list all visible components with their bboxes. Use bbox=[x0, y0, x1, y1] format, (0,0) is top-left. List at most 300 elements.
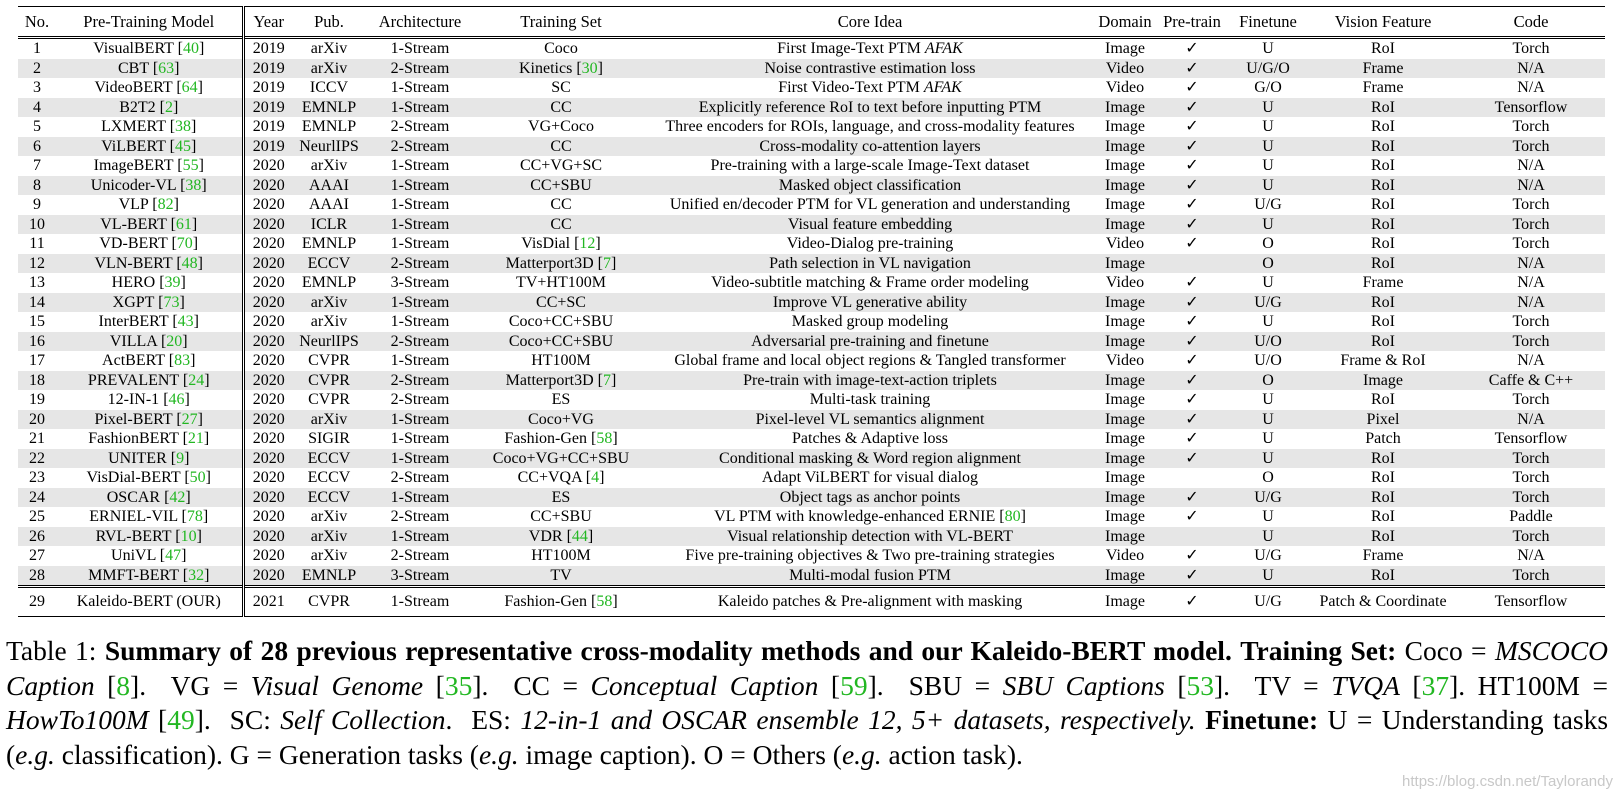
cell-year bbox=[243, 390, 293, 410]
cell-model: Pixel-BERT [27] bbox=[56, 410, 243, 430]
citation-link[interactable]: 7 bbox=[602, 371, 611, 389]
header-domain: Domain bbox=[1098, 11, 1152, 31]
cell-core-idea bbox=[647, 488, 1093, 508]
cell-code bbox=[1457, 507, 1605, 527]
architecture-text: 1-Stream bbox=[390, 488, 450, 506]
cell-code bbox=[1457, 137, 1605, 157]
cell-pretrain bbox=[1157, 38, 1227, 59]
vision-feature-text: RoI bbox=[1371, 293, 1395, 311]
row-number: 17 bbox=[29, 352, 45, 369]
table-row bbox=[18, 59, 1605, 79]
table-header-row bbox=[18, 7, 1605, 38]
cell-core-idea bbox=[647, 137, 1093, 157]
cell-no bbox=[18, 332, 56, 352]
cell-vision-feature bbox=[1309, 273, 1457, 293]
table-row-ours bbox=[18, 587, 1605, 617]
citation-link[interactable]: 58 bbox=[596, 430, 613, 447]
citation-link[interactable]: 63 bbox=[158, 59, 175, 77]
cell-architecture bbox=[365, 38, 475, 59]
cell-pub bbox=[293, 234, 365, 254]
caption-text: action task). bbox=[888, 738, 1023, 770]
header-architecture: Architecture bbox=[378, 11, 462, 31]
citation-link[interactable]: 48 bbox=[181, 254, 198, 272]
publication-text: AAAI bbox=[309, 196, 349, 213]
cell-code bbox=[1457, 156, 1605, 176]
cell-pretrain bbox=[1157, 449, 1227, 469]
cell-code bbox=[1457, 195, 1605, 215]
cell-core-idea bbox=[647, 234, 1093, 254]
year-text: 2020 bbox=[252, 274, 285, 291]
core-idea-text: Multi-modal fusion PTM bbox=[789, 566, 951, 584]
cell-architecture bbox=[365, 546, 475, 566]
cell-vision-feature bbox=[1309, 566, 1457, 587]
cell-year bbox=[243, 176, 293, 196]
watermark: https://blog.csdn.net/Taylorandy bbox=[1402, 773, 1613, 790]
cell-vision-feature bbox=[1309, 234, 1457, 254]
cell-vision-feature bbox=[1309, 546, 1457, 566]
citation-link[interactable]: 38 bbox=[175, 118, 192, 135]
core-idea-text: Explicitly reference RoI to text before inputting PTM bbox=[698, 98, 1042, 116]
cell-vision-feature bbox=[1309, 312, 1457, 332]
model-name: VLP bbox=[118, 196, 149, 213]
core-idea-text: Unified en/decoder PTM for VL generation and understanding bbox=[669, 196, 1071, 213]
architecture-text: 1-Stream bbox=[390, 410, 450, 428]
pretrain-check: ✓ bbox=[1185, 235, 1199, 252]
cell-pub bbox=[293, 195, 365, 215]
finetune-text: U/G bbox=[1254, 196, 1282, 213]
cell-year bbox=[243, 78, 293, 98]
cell-pretrain bbox=[1157, 410, 1227, 430]
cell-core-idea bbox=[647, 293, 1093, 313]
code-text: N/A bbox=[1517, 352, 1545, 369]
cell-domain bbox=[1093, 234, 1157, 254]
cell-vision-feature bbox=[1309, 215, 1457, 235]
core-idea-text: First Image-Text PTM bbox=[777, 40, 921, 57]
cell-core-idea: Kaleido patches & Pre-alignment with masking bbox=[647, 587, 1093, 617]
table-container bbox=[18, 6, 1605, 617]
table-caption: Table 1: Summary of 28 previous representative cross-modality methods and our Kaleido-BERT model. Training Set: Coco = MSCOCO Caption [8]. VG = Visual Genome [35]. CC = Conceptual Caption [59]. SBU = SBU Captions [53]. TV = TVQA [37]. HT100M = HowTo100M [49]. SC: Self Collection. ES: 12-in-1 and OSCAR ensemble 12, 5+ datasets, respectively. Finetune: U = Understanding tasks (e.g. classification). G = Generation tasks (e.g. image caption). O = Others (e.g. action task). bbox=[6, 635, 1609, 770]
year-text: 2019 bbox=[252, 79, 285, 96]
citation-link[interactable]: 42 bbox=[169, 488, 186, 506]
cell-year bbox=[243, 98, 293, 118]
cell-architecture bbox=[365, 234, 475, 254]
cell-finetune bbox=[1227, 234, 1309, 254]
cell-training-set bbox=[475, 390, 647, 410]
cell-domain bbox=[1093, 312, 1157, 332]
vision-feature-text: Frame bbox=[1362, 79, 1404, 96]
training-set-text: HT100M bbox=[531, 352, 591, 369]
finetune-text: U/O bbox=[1254, 352, 1282, 369]
row-number: 18 bbox=[29, 371, 45, 389]
header-finetune: Finetune bbox=[1239, 11, 1297, 31]
cell-architecture bbox=[365, 273, 475, 293]
row-number: 13 bbox=[29, 274, 45, 291]
publication-text: EMNLP bbox=[301, 98, 357, 116]
core-idea-text: Multi-task training bbox=[809, 391, 931, 408]
architecture-text: 2-Stream bbox=[390, 371, 450, 389]
architecture-text: 2-Stream bbox=[390, 508, 450, 525]
table-row bbox=[18, 117, 1605, 137]
cell-architecture bbox=[365, 176, 475, 196]
citation-link[interactable]: 27 bbox=[181, 410, 198, 428]
cell-no bbox=[18, 156, 56, 176]
year-text: 2020 bbox=[252, 371, 285, 389]
cell-pub bbox=[293, 566, 365, 587]
code-text: Torch bbox=[1512, 235, 1550, 252]
citation-link[interactable]: 73 bbox=[163, 293, 180, 311]
cell-training-set: Matterport3D [7] bbox=[475, 371, 647, 391]
model-name: RVL-BERT bbox=[95, 527, 172, 545]
core-idea-text: Masked group modeling bbox=[791, 313, 949, 330]
year-text: 2020 bbox=[252, 547, 285, 564]
citation-link[interactable]: 44 bbox=[571, 527, 588, 545]
architecture-text: 1-Stream bbox=[390, 79, 450, 96]
cell-finetune bbox=[1227, 215, 1309, 235]
cell-year bbox=[243, 38, 293, 59]
header-no: No. bbox=[24, 11, 50, 31]
citation-link[interactable]: 35 bbox=[444, 669, 473, 701]
citation-link[interactable]: 7 bbox=[602, 254, 611, 272]
year-text: 2020 bbox=[252, 430, 285, 447]
cell-no bbox=[18, 488, 56, 508]
vision-feature-text: Frame bbox=[1362, 274, 1404, 291]
publication-text: arXiv bbox=[310, 313, 348, 330]
pretrain-check: ✓ bbox=[1185, 176, 1199, 194]
cell-pretrain bbox=[1157, 468, 1227, 488]
code-text: Torch bbox=[1512, 566, 1550, 584]
architecture-text: 1-Stream bbox=[390, 157, 450, 174]
cell-architecture bbox=[365, 293, 475, 313]
cell-architecture bbox=[365, 507, 475, 527]
citation-link[interactable]: 46 bbox=[168, 391, 185, 408]
cell-pretrain bbox=[1157, 117, 1227, 137]
pretrain-check: ✓ bbox=[1185, 274, 1199, 291]
code-text: N/A bbox=[1517, 157, 1545, 174]
core-idea-text: Masked object classification bbox=[778, 176, 962, 194]
citation-link[interactable]: 55 bbox=[182, 157, 199, 174]
model-name: OSCAR bbox=[106, 488, 161, 506]
cell-model: UNITER [9] bbox=[56, 449, 243, 469]
citation-link[interactable]: 45 bbox=[174, 137, 191, 155]
core-idea-text: Video-subtitle matching & Frame order modeling bbox=[711, 274, 1029, 291]
cell-year bbox=[243, 507, 293, 527]
cell-no bbox=[18, 98, 56, 118]
cell-code bbox=[1457, 429, 1605, 449]
citation-link[interactable]: 83 bbox=[174, 352, 191, 369]
pretrain-check: ✓ bbox=[1185, 449, 1199, 467]
citation-link[interactable]: 4 bbox=[591, 469, 600, 486]
training-set-text: HT100M bbox=[531, 547, 591, 564]
vision-feature-text: RoI bbox=[1371, 391, 1395, 408]
cell-training-set: VDR [44] bbox=[475, 527, 647, 547]
cell-model: CBT [63] bbox=[56, 59, 243, 79]
training-set-text: CC+SBU bbox=[530, 176, 592, 194]
publication-text: arXiv bbox=[310, 59, 348, 77]
header-year: Year bbox=[243, 7, 293, 38]
model-name: HERO bbox=[111, 274, 156, 291]
cell-finetune: U/G bbox=[1227, 587, 1309, 617]
cell-domain bbox=[1093, 507, 1157, 527]
publication-text: ECCV bbox=[307, 469, 351, 486]
cell-year bbox=[243, 312, 293, 332]
citation-link[interactable]: 64 bbox=[181, 79, 198, 96]
year-text: 2020 bbox=[252, 157, 285, 174]
pretrain-check: ✓ bbox=[1185, 488, 1199, 506]
citation-link[interactable]: 40 bbox=[182, 40, 199, 57]
cell-finetune bbox=[1227, 449, 1309, 469]
cell-core-idea bbox=[647, 371, 1093, 391]
citation-link[interactable]: 8 bbox=[116, 669, 131, 701]
finetune-text: O bbox=[1262, 254, 1274, 272]
cell-core-idea bbox=[647, 566, 1093, 587]
architecture-text: 1-Stream bbox=[390, 98, 450, 116]
citation-link[interactable]: 2 bbox=[164, 98, 173, 116]
table-row bbox=[18, 429, 1605, 449]
cell-model: VisDial-BERT [50] bbox=[86, 469, 211, 486]
citation-link[interactable]: 9 bbox=[176, 449, 185, 467]
citation-link[interactable]: 21 bbox=[187, 430, 204, 447]
training-set-text: Kinetics bbox=[519, 59, 573, 77]
vision-feature-text: Pixel bbox=[1366, 410, 1400, 428]
citation-link[interactable]: 50 bbox=[189, 469, 206, 486]
citation-link[interactable]: 32 bbox=[188, 566, 205, 584]
cell-domain bbox=[1093, 546, 1157, 566]
cell-domain bbox=[1093, 78, 1157, 98]
cell-pretrain bbox=[1157, 156, 1227, 176]
training-set-text: Coco bbox=[544, 40, 578, 57]
cell-finetune bbox=[1227, 429, 1309, 449]
cell-year bbox=[243, 488, 293, 508]
cell-code bbox=[1457, 371, 1605, 391]
cell-pretrain bbox=[1157, 527, 1227, 547]
cell-core-idea bbox=[647, 410, 1093, 430]
pretrain-check: ✓ bbox=[1185, 79, 1199, 96]
vision-feature-text: RoI bbox=[1371, 98, 1395, 116]
citation-link[interactable]: 20 bbox=[166, 332, 183, 350]
core-idea-text: Visual relationship detection with VL-BERT bbox=[727, 527, 1013, 545]
row-number: 12 bbox=[29, 254, 45, 272]
publication-text: NeurlIPS bbox=[299, 332, 359, 350]
cell-architecture bbox=[365, 117, 475, 137]
cell-code bbox=[1457, 254, 1605, 274]
pretrain-check: ✓ bbox=[1185, 196, 1199, 213]
header-pretrain: Pre-train bbox=[1163, 11, 1221, 31]
citation-link[interactable]: 39 bbox=[164, 274, 181, 291]
cell-no bbox=[18, 429, 56, 449]
citation-link[interactable]: 24 bbox=[188, 371, 205, 389]
citation-link[interactable]: 61 bbox=[175, 215, 192, 233]
header-code: Code bbox=[1513, 11, 1549, 31]
cell-pub bbox=[293, 156, 365, 176]
row-number: 23 bbox=[29, 469, 45, 486]
cell-model: XGPT [73] bbox=[56, 293, 243, 313]
cell-no bbox=[18, 468, 56, 488]
domain-text: Video bbox=[1105, 59, 1145, 77]
year-text: 2020 bbox=[252, 449, 285, 467]
citation-link[interactable]: 12 bbox=[579, 235, 596, 252]
pretrain-check: ✓ bbox=[1185, 293, 1199, 311]
cell-code bbox=[1457, 176, 1605, 196]
domain-text: Video bbox=[1105, 352, 1145, 369]
cell-code bbox=[1457, 312, 1605, 332]
cell-training-set bbox=[475, 176, 647, 196]
caption-dataset-name: TVQA bbox=[1331, 669, 1400, 701]
cell-core-idea bbox=[647, 390, 1093, 410]
row-number: 3 bbox=[33, 79, 41, 96]
finetune-text: G/O bbox=[1254, 79, 1282, 96]
cell-training-set bbox=[475, 38, 647, 59]
vision-feature-text: RoI bbox=[1371, 469, 1395, 486]
cell-pub bbox=[293, 117, 365, 137]
row-number: 19 bbox=[29, 391, 45, 408]
code-text: Torch bbox=[1512, 40, 1550, 57]
caption-title: Summary of 28 previous representative cross-modality methods and our Kaleido-BERT model. bbox=[104, 635, 1232, 666]
vision-feature-text: RoI bbox=[1371, 40, 1395, 57]
caption-dataset-name: Visual Genome bbox=[250, 669, 424, 701]
cell-code bbox=[1457, 293, 1605, 313]
vision-feature-text: RoI bbox=[1371, 488, 1395, 506]
core-idea-text: Conditional masking & Word region alignment bbox=[719, 449, 1021, 467]
architecture-text: 1-Stream bbox=[390, 313, 450, 330]
row-number: 25 bbox=[29, 508, 45, 525]
cell-architecture bbox=[365, 156, 475, 176]
cell-finetune bbox=[1227, 351, 1309, 371]
cell-pub bbox=[293, 78, 365, 98]
year-text: 2020 bbox=[252, 235, 285, 252]
code-text: Tensorflow bbox=[1494, 98, 1568, 116]
cell-model: ImageBERT [55] bbox=[93, 157, 204, 174]
cell-model: LXMERT [38] bbox=[101, 118, 197, 135]
architecture-text: 2-Stream bbox=[390, 469, 450, 486]
citation-link[interactable]: 49 bbox=[167, 704, 195, 735]
code-text: Torch bbox=[1512, 332, 1550, 350]
cell-domain bbox=[1093, 488, 1157, 508]
code-text: Torch bbox=[1512, 137, 1550, 155]
row-number: 5 bbox=[33, 118, 41, 135]
publication-text: NeurlIPS bbox=[299, 137, 359, 155]
cell-year bbox=[243, 410, 293, 430]
training-set-text: VisDial bbox=[521, 235, 571, 252]
caption-dataset-name: SBU Captions bbox=[1002, 669, 1165, 701]
cell-domain bbox=[1093, 215, 1157, 235]
cell-architecture bbox=[365, 371, 475, 391]
citation-link[interactable]: 38 bbox=[185, 176, 202, 194]
cell-pretrain bbox=[1157, 78, 1227, 98]
vision-feature-text: RoI bbox=[1371, 313, 1395, 330]
citation-link[interactable]: 43 bbox=[177, 313, 194, 330]
citation-link[interactable]: 10 bbox=[180, 527, 197, 545]
header-pub: Pub. bbox=[314, 11, 344, 31]
cell-year bbox=[243, 566, 293, 587]
cell-training-set bbox=[475, 293, 647, 313]
cell-finetune bbox=[1227, 488, 1309, 508]
cell-code bbox=[1457, 488, 1605, 508]
finetune-text: U bbox=[1262, 410, 1274, 428]
cell-architecture bbox=[365, 195, 475, 215]
cell-pretrain bbox=[1157, 59, 1227, 79]
citation-link[interactable]: 53 bbox=[1186, 669, 1214, 701]
cell-pretrain bbox=[1157, 195, 1227, 215]
citation-link[interactable]: 30 bbox=[581, 59, 598, 77]
cell-no bbox=[18, 273, 56, 293]
cell-code bbox=[1457, 410, 1605, 430]
cell-pretrain bbox=[1157, 546, 1227, 566]
cell-training-set bbox=[475, 137, 647, 157]
cell-no bbox=[18, 195, 56, 215]
architecture-text: 3-Stream bbox=[390, 566, 450, 584]
cell-code bbox=[1457, 78, 1605, 98]
citation-link[interactable]: 58 bbox=[596, 593, 613, 611]
training-set-text: CC bbox=[550, 137, 572, 155]
architecture-text: 1-Stream bbox=[390, 40, 450, 57]
training-set-text: Matterport3D bbox=[505, 254, 594, 272]
training-set-text: TV+HT100M bbox=[516, 274, 606, 291]
table-row bbox=[18, 410, 1605, 430]
architecture-text: 1-Stream bbox=[390, 527, 450, 545]
table-row bbox=[18, 234, 1605, 254]
cell-code bbox=[1457, 449, 1605, 469]
row-number: 4 bbox=[33, 98, 41, 116]
citation-link[interactable]: 37 bbox=[1421, 669, 1450, 701]
finetune-text: O bbox=[1262, 371, 1274, 389]
citation-link[interactable]: 47 bbox=[165, 547, 182, 564]
cell-code bbox=[1457, 332, 1605, 352]
cell-model: PREVALENT [24] bbox=[56, 371, 243, 391]
table-row bbox=[18, 293, 1605, 313]
caption-key: ES: bbox=[471, 704, 511, 735]
cell-vision-feature bbox=[1309, 78, 1457, 98]
model-name: VisDial-BERT bbox=[86, 469, 181, 486]
row-number: 22 bbox=[29, 449, 45, 467]
cell-domain bbox=[1093, 527, 1157, 547]
core-idea-emphasis: AFAK bbox=[923, 79, 962, 96]
cell-architecture bbox=[365, 488, 475, 508]
finetune-text: U/G/O bbox=[1246, 59, 1290, 77]
table-row bbox=[18, 195, 1605, 215]
code-text: N/A bbox=[1517, 254, 1545, 272]
cell-no bbox=[18, 312, 56, 332]
domain-text: Image bbox=[1105, 118, 1145, 135]
table-row bbox=[18, 176, 1605, 196]
citation-link[interactable]: 70 bbox=[176, 235, 193, 252]
table-row bbox=[18, 273, 1605, 293]
cell-no bbox=[18, 566, 56, 587]
cell-pub bbox=[293, 371, 365, 391]
citation-link[interactable]: 82 bbox=[157, 196, 174, 213]
cell-model: VL-BERT [61] bbox=[56, 215, 243, 235]
vision-feature-text: RoI bbox=[1371, 118, 1395, 135]
cell-vision-feature bbox=[1309, 137, 1457, 157]
finetune-text: U/G bbox=[1254, 293, 1282, 311]
cell-pub bbox=[293, 273, 365, 293]
training-set-text: Coco+CC+SBU bbox=[508, 332, 614, 350]
finetune-text: U/G bbox=[1254, 488, 1282, 506]
cell-pub bbox=[293, 293, 365, 313]
publication-text: EMNLP bbox=[301, 274, 357, 291]
cell-year bbox=[243, 137, 293, 157]
citation-link[interactable]: 59 bbox=[840, 669, 868, 701]
core-idea-text: Patches & Adaptive loss bbox=[792, 430, 948, 447]
vision-feature-text: RoI bbox=[1371, 449, 1395, 467]
cell-code bbox=[1457, 390, 1605, 410]
cell-domain bbox=[1093, 390, 1157, 410]
citation-link[interactable]: 80 bbox=[1004, 508, 1021, 525]
citation-link[interactable]: 78 bbox=[186, 508, 203, 525]
cell-finetune bbox=[1227, 195, 1309, 215]
core-idea-text: Cross-modality co-attention layers bbox=[759, 137, 981, 155]
architecture-text: 2-Stream bbox=[390, 254, 450, 272]
cell-domain bbox=[1093, 566, 1157, 587]
